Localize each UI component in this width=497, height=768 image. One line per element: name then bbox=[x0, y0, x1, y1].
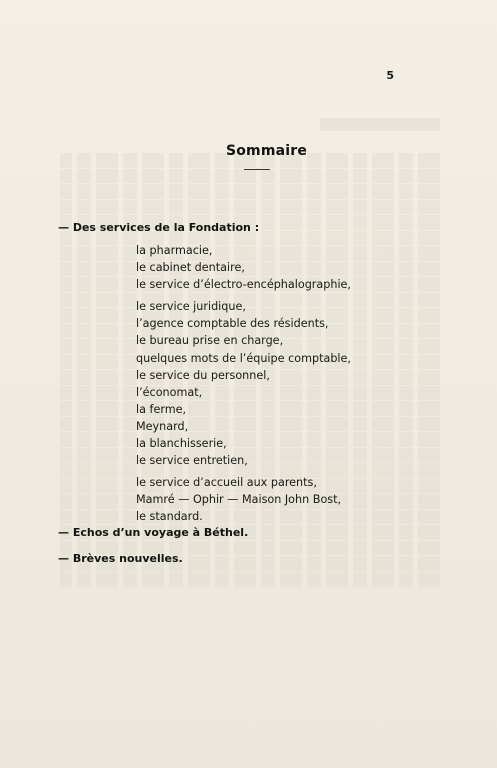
list-item: la blanchisserie, bbox=[136, 437, 227, 451]
page-number: 5 bbox=[386, 69, 394, 82]
list-item: le service d’accueil aux parents, bbox=[136, 476, 317, 490]
list-item: quelques mots de l’équipe comptable, bbox=[136, 351, 351, 365]
services-list bbox=[136, 242, 351, 526]
list-item: Meynard, bbox=[136, 419, 189, 433]
list-item: le bureau prise en charge, bbox=[136, 334, 284, 348]
section-heading-bethel: — Echos d’un voyage à Béthel. bbox=[58, 526, 249, 539]
list-item: Mamré — Ophir — Maison John Bost, bbox=[136, 493, 342, 507]
section-heading-nouvelles: — Brèves nouvelles. bbox=[58, 552, 183, 565]
list-item: l’économat, bbox=[136, 385, 203, 399]
list-item: le service entretien, bbox=[136, 454, 248, 468]
list-item: l’agence comptable des résidents, bbox=[136, 317, 329, 331]
section-heading-services: — Des services de la Fondation : bbox=[58, 221, 260, 234]
list-item: le service juridique, bbox=[136, 300, 246, 314]
list-item: la pharmacie, bbox=[136, 244, 213, 257]
list-item: le standard. bbox=[136, 510, 203, 524]
page-title: Sommaire bbox=[225, 143, 308, 159]
title-underline bbox=[244, 169, 270, 170]
list-item: le service du personnel, bbox=[136, 368, 270, 382]
list-item: le service d’électro-encéphalographie, bbox=[136, 278, 351, 292]
list-item: la ferme, bbox=[136, 402, 187, 416]
list-item: le cabinet dentaire, bbox=[136, 261, 245, 275]
